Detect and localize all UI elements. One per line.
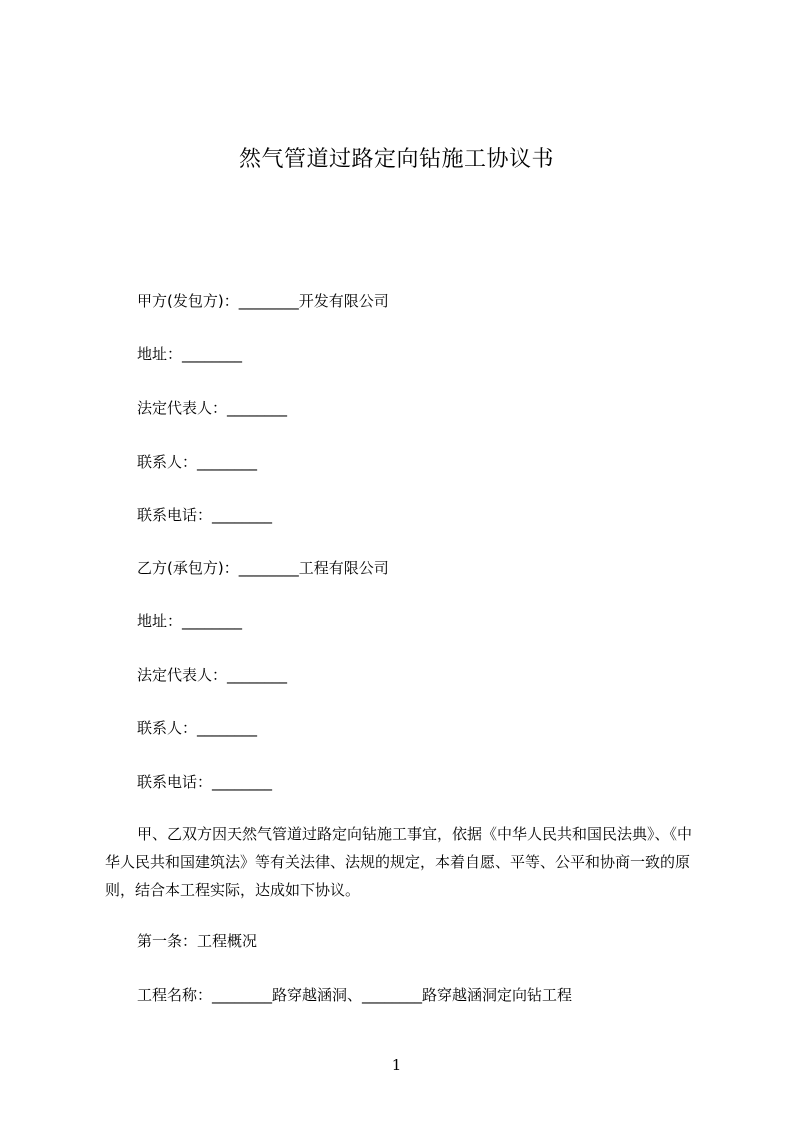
party-a-legal-rep: 法定代表人：________ [137,399,288,417]
party-b-contact: 联系人：________ [137,719,258,737]
page-number: 1 [391,1056,402,1074]
article-1-heading: 第一条：工程概况 [137,932,258,950]
party-b-address: 地址：________ [137,612,243,630]
party-a-phone: 联系电话：________ [137,506,273,524]
party-a-contact: 联系人：________ [137,453,258,471]
party-b-phone: 联系电话：________ [137,773,273,791]
party-a-name: 甲方(发包方)：________开发有限公司 [137,292,389,310]
party-b-name: 乙方(承包方)：________工程有限公司 [137,559,389,577]
preamble-paragraph [105,820,700,904]
party-a-address: 地址：________ [137,345,243,363]
party-b-legal-rep: 法定代表人：________ [137,666,288,684]
project-name: 工程名称：________路穿越涵洞、________路穿越涵洞定向钻工程 [137,986,573,1004]
preamble-text: 甲、乙双方因天然气管道过路定向钻施工事宜，依据《中华人民共和国民法典》、《中华人民共和国建筑法》等有关法律、法规的规定，本着自愿、平等、公平和协商一致的原则，结合本工程实际，达成如下协议。 [105,825,693,899]
document-title: 然气管道过路定向钻施工协议书 [238,147,554,172]
